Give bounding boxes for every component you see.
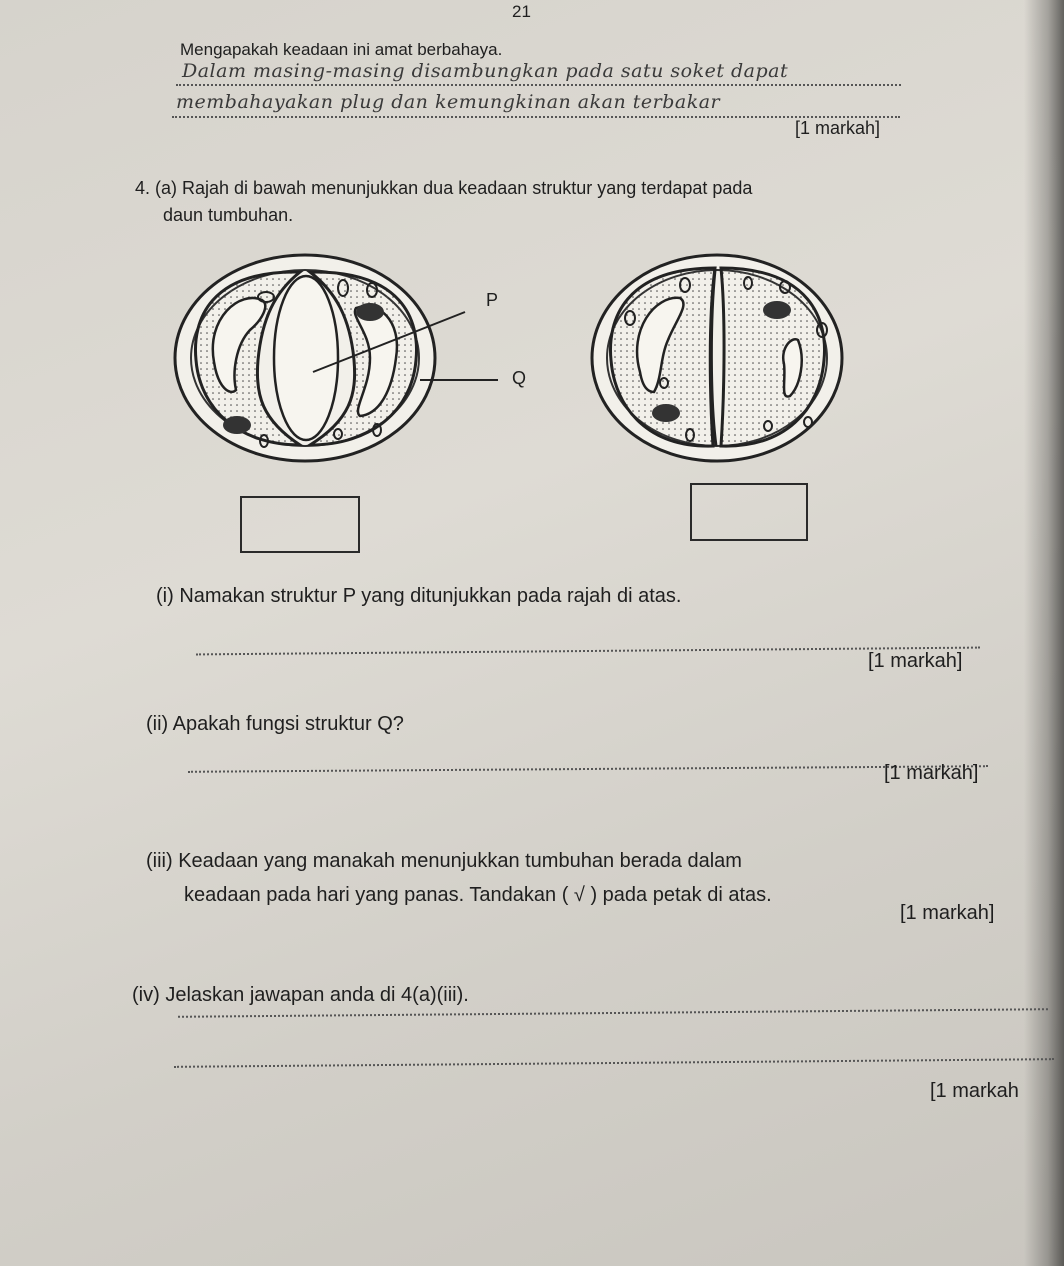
stoma-open-figure [175,255,498,461]
prev-question-prompt: Mengapakah keadaan ini amat berbahaya. [180,40,503,59]
nucleus-right [763,301,791,319]
q4a-intro-line-1: 4. (a) Rajah di bawah menunjukkan dua keadaan struktur yang terdapat pada [135,178,753,198]
mark-ii: [1 markah] [884,762,979,784]
tick-box-closed-stoma[interactable] [690,483,808,541]
question-i: (i) Namakan struktur P yang ditunjukkan pada rajah di atas. [156,585,682,607]
stoma-closed-figure [592,255,842,461]
mark-iv: [1 markah [930,1080,1019,1102]
stoma-pore [274,276,338,440]
mark-iii: [1 markah] [900,902,995,924]
question-iii-line-2: keadaan pada hari yang panas. Tandakan ( √ ) pada petak di atas. [184,884,772,906]
question-ii: (ii) Apakah fungsi struktur Q? [146,713,404,735]
mark-i: [1 markah] [868,650,963,672]
page-number: 21 [512,2,531,21]
question-iii-line-1: (iii) Keadaan yang manakah menunjukkan tumbuhan berada dalam [146,850,742,872]
nucleus-left [652,404,680,422]
nucleus-right [356,303,384,321]
label-q: Q [512,368,527,388]
nucleus-left [223,416,251,434]
prev-question-mark: [1 markah] [795,118,881,138]
label-p: P [486,290,499,310]
tick-box-open-stoma[interactable] [240,496,360,553]
prev-answer-line-1: Dalam masing-masing disambungkan pada satu soket dapat [182,60,789,82]
q4a-intro-line-2: daun tumbuhan. [163,205,294,225]
prev-answer-line-2: membahayakan plug dan kemungkinan akan terbakar [176,91,721,113]
question-iv: (iv) Jelaskan jawapan anda di 4(a)(iii). [132,984,469,1006]
